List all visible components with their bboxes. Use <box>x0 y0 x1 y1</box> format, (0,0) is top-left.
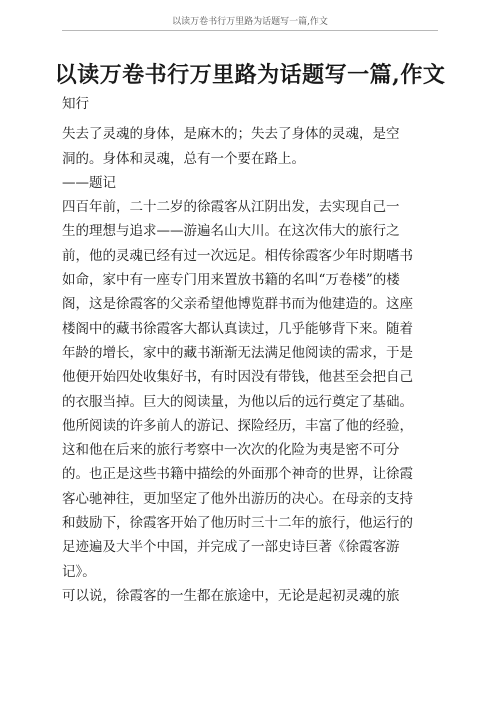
epigraph-attribution: ——题记 <box>62 174 116 191</box>
body-line: 楼阁中的藏书徐霞客大都认真读过，几乎能够背下来。随着 <box>62 320 413 337</box>
body-line: 的衣服当掉。巨大的阅读量，为他以后的远行奠定了基础。 <box>62 393 413 410</box>
body-line: 可以说，徐霞客的一生都在旅途中，无论是起初灵魂的旅 <box>62 587 400 604</box>
body-line: 阁，这是徐霞客的父亲希望他博览群书而为他建造的。这座 <box>62 296 413 313</box>
body-line: 四百年前，二十二岁的徐霞客从江阴出发，去实现自己一 <box>62 199 400 216</box>
body-line: 客心驰神往，更加坚定了他外出游历的决心。在母亲的支持 <box>62 490 413 507</box>
author-line: 知行 <box>62 96 89 112</box>
body-line: 如命，家中有一座专门用来置放书籍的名叫“万卷楼”的楼 <box>62 272 400 289</box>
body-line: 他便开始四处收集好书，有时因没有带钱，他甚至会把自己 <box>62 369 413 386</box>
document-body <box>62 92 438 608</box>
body-line: 他所阅读的许多前人的游记、探险经历，丰富了他的经验， <box>62 417 413 434</box>
body-line: 失去了灵魂的身体，是麻木的；失去了身体的灵魂，是空 <box>62 126 400 143</box>
body-line: 年龄的增长，家中的藏书渐渐无法满足他阅读的需求，于是 <box>62 344 413 361</box>
body-line: 足迹遍及大半个中国，并完成了一部史诗巨著《徐霞客游 <box>62 539 400 556</box>
body-line: 记》。 <box>62 563 96 580</box>
body-line: 这和他在后来的旅行考察中一次次的化险为夷是密不可分 <box>62 442 400 459</box>
body-line: 和鼓励下，徐霞客开始了他历时三十二年的旅行，他运行的 <box>62 515 413 532</box>
body-line: 洞的。身体和灵魂，总有一个要在路上。 <box>62 150 305 167</box>
body-line: 的。也正是这些书籍中描绘的外面那个神奇的世界，让徐霞 <box>62 466 413 483</box>
body-line: 生的理想与追求——游遍名山大川。在这次伟大的旅行之 <box>62 223 400 240</box>
document-title: 以读万卷书行万里路为话题写一篇,作文 <box>54 62 446 88</box>
header-divider <box>62 30 438 31</box>
body-line: 前，他的灵魂已经有过一次远足。相传徐霞客少年时期嗜书 <box>62 247 413 264</box>
running-header: 以读万卷书行万里路为话题写一篇,作文 <box>172 17 328 27</box>
